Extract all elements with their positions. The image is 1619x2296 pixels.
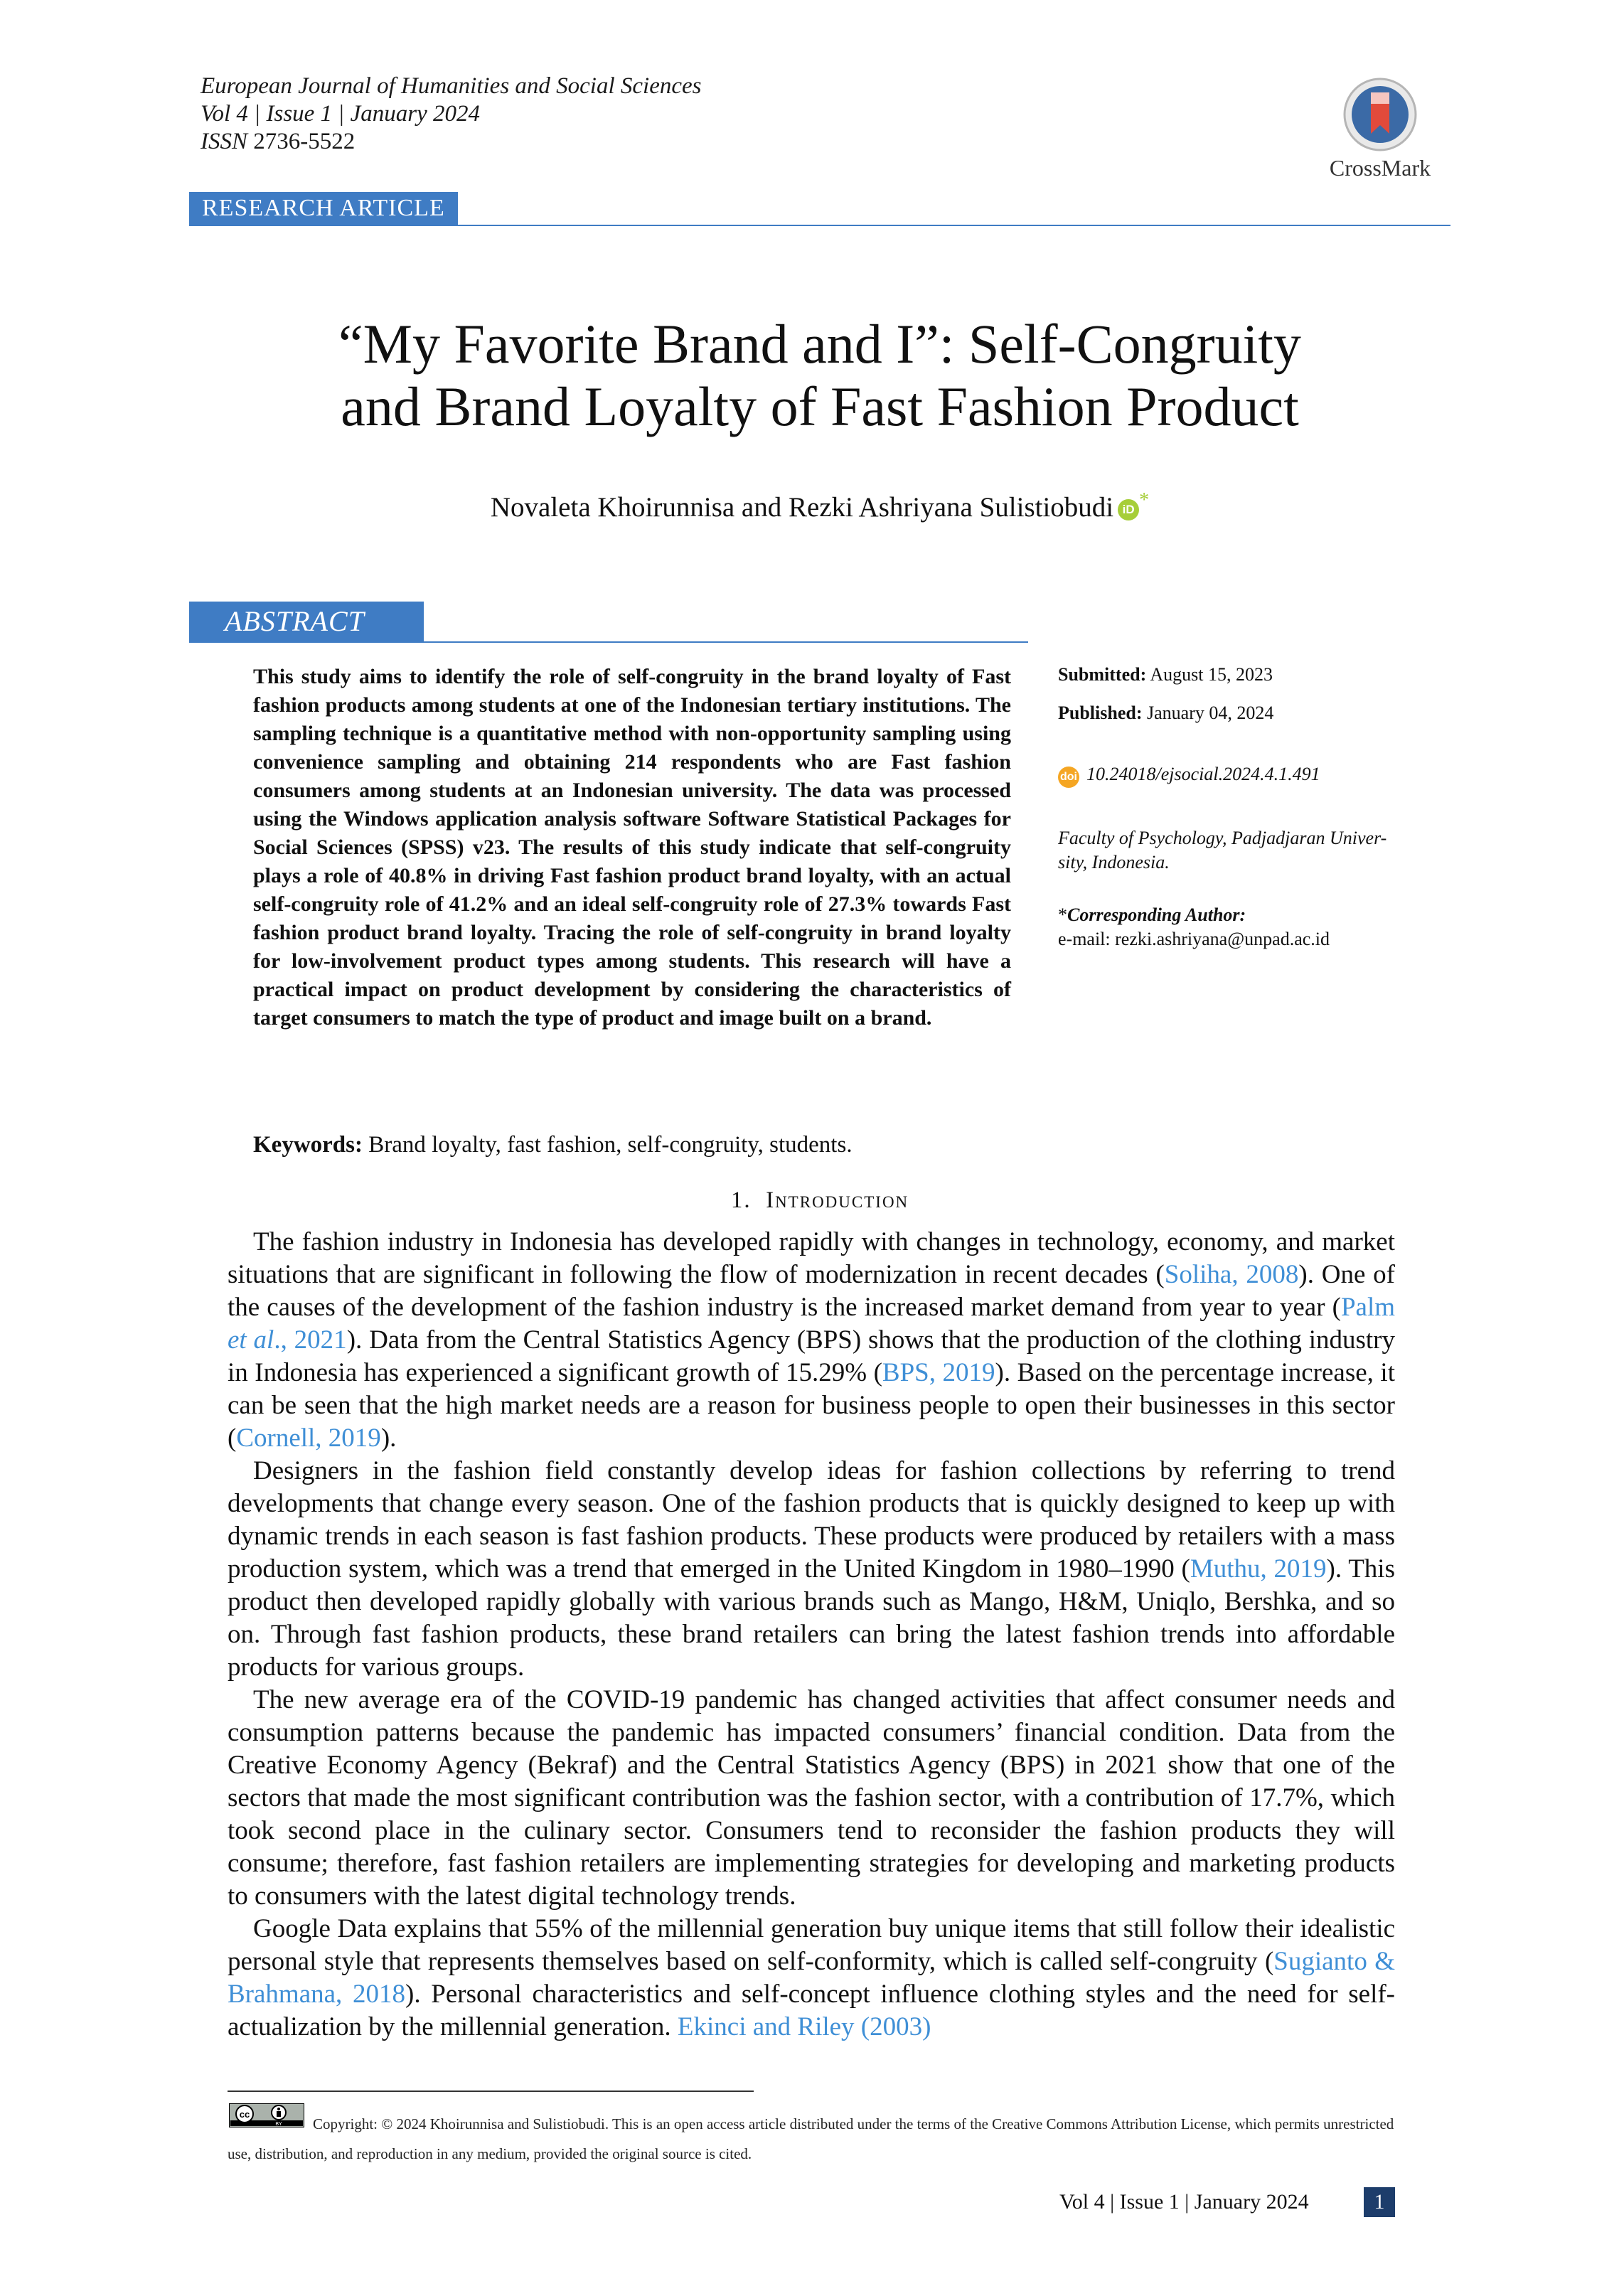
published-label: Published: [1058,703,1143,723]
citation-palm-year: ., 2021 [274,1325,347,1355]
author-names: Novaleta Khoirunnisa and Rezki Ashriyana Sulistiobudi [490,492,1114,523]
corresponding-marker: * [1139,489,1150,511]
issn-label: ISSN [201,129,247,154]
keywords-label: Keywords: [253,1132,363,1158]
keywords-line [253,1132,853,1158]
keywords-list: Brand loyalty, fast fashion, self-congruity, students. [368,1132,853,1158]
citation-muthu[interactable]: Muthu, 2019 [1190,1554,1327,1584]
citation-palm-author: Palm [1340,1293,1395,1322]
cc-label: cc [239,2109,250,2120]
article-type-banner: RESEARCH ARTICLE [189,192,458,225]
corresponding-email[interactable]: e-mail: rezki.ashriyana@unpad.ac.id [1058,929,1330,949]
author-line [189,489,1450,523]
abstract-heading: ABSTRACT [189,602,424,641]
doi-link[interactable]: 10.24018/ejsocial.2024.4.1.491 [1086,764,1320,784]
p4-text-1: Google Data explains that 55% of the millennial generation buy unique items that still follow their idealistic personal style that represents themselves based on self-conformity, which is called self-congruity ( [228,1914,1395,1976]
section-heading-introduction [189,1187,1450,1214]
p1-text-4: ). Based on the percentage increase, it can be seen that the high market needs are a reason for business people to open their businesses in this sector ( [228,1358,1395,1453]
abstract-text: This study aims to identify the role of self-congruity in the brand loyalty of Fast fashion products among students at one of the Indonesian tertiary institutions. The sampling technique is a quantitative method with non-opportunity sampling using convenience sampling and obtaining 214 respondents who are Fast fashion consumers among students at an Indonesian university. The data was processed using the Windows application analysis software Software Statistical Packages for Social Sciences (SPSS) v23. The results of this study indicate that self-congruity plays a role of 40.8% in driving Fast fashion product brand loyalty, with an actual self-congruity role of 41.2% and an ideal self-congruity role of 27.3% towards Fast fashion product brand loyalty. Tracing the role of self-congruity in brand loyalty for low-involvement product types among students. This research will have a practical impact on product development by considering the characteristics of target consumers to match the type of product and image built on a brand. [253,665,1011,1030]
p4-text-2: ). Personal characteristics and self-concept influence clothing styles and the need for self-actualization by the millennial generation. [228,1980,1395,2041]
section-number: 1. [730,1187,752,1213]
title-line-1: “My Favorite Brand and I”: Self-Congruity [338,313,1301,375]
affiliation-line-2: sity, Indonesia. [1058,852,1170,872]
paragraph-3: The new average era of the COVID-19 pandemic has changed activities that affect consumer needs and consumption patterns because the pandemic has impacted consumers’ financial condition. Data from the Creative Economy Agency (Bekraf) and the Central Statistics Agency (BPS) in 2021 show that one of the sectors that made the most significant contribution was the fashion sector, with a contribution of 17.7%, which took second place in the culinary sector. Consumers tend to reconsider the fashion products they will consume; therefore, fast fashion retailers are implementing strategies for developing and marketing products to consumers with the latest digital technology trends. [228,1685,1395,1911]
published-date: January 04, 2024 [1147,703,1274,723]
footnote-divider [228,2091,754,2092]
journal-header [201,73,702,156]
crossmark-badge[interactable] [1320,75,1441,181]
corresponding-author [1058,903,1450,951]
p1-text-5: ). [380,1424,397,1453]
submitted-label: Submitted: [1058,664,1147,685]
title-line-2: and Brand Loyalty of Fast Fashion Product [341,375,1299,437]
doi-info[interactable] [1058,762,1450,788]
abstract-divider [189,641,1028,643]
crossmark-icon [1341,75,1419,154]
p1-text-2: ). One of the causes of the development of the fashion industry is the increased market demand from year to year ( [228,1260,1395,1322]
p1-text-1: The fashion industry in Indonesia has developed rapidly with changes in technology, economy, and market situations that are significant in following the flow of modernization in recent decades ( [228,1227,1395,1289]
footer-issue-info: Vol 4 | Issue 1 | January 2024 [1059,2190,1309,2214]
p1-text-3: ). Data from the Central Statistics Agency (BPS) shows that the production of the clothing industry in Indonesia has experienced a significant growth of 15.29% ( [228,1325,1396,1387]
submitted-date: August 15, 2023 [1150,664,1273,685]
paragraph-2 [228,1455,1395,1684]
by-label: BY [275,2122,282,2127]
paragraph-4 [228,1913,1395,2044]
citation-soliha[interactable]: Soliha, 2008 [1164,1260,1299,1289]
paragraph-1 [228,1226,1395,1455]
published-info [1058,701,1450,725]
citation-sugianto[interactable]: Sugianto & Brahmana, 2018 [228,1947,1395,2009]
page-number: 1 [1364,2187,1395,2217]
citation-palm-etal: et al [228,1325,274,1355]
section-title: Introduction [766,1187,909,1213]
corresponding-star: * [1058,904,1067,925]
orcid-icon[interactable]: iD [1118,499,1139,520]
copyright-notice: Copyright: © 2024 Khoirunnisa and Sulistiobudi. This is an open access article distributed under the terms of the Creative Commons Attribution License, which permits unrestricted use, distribution, and reproduction in any medium, provided the original source is cited. [228,2115,1394,2162]
crossmark-label: CrossMark [1329,155,1431,181]
introduction-body [228,1226,1395,2044]
citation-bps[interactable]: BPS, 2019 [882,1358,995,1387]
submitted-info [1058,663,1450,687]
header-divider [189,225,1450,226]
volume-line: Vol 4 | Issue 1 | January 2024 [201,101,481,127]
affiliation-line-1: Faculty of Psychology, Padjadjaran Univer- [1058,828,1387,848]
citation-ekinci[interactable]: Ekinci and Riley (2003) [677,2012,931,2041]
journal-name: European Journal of Humanities and Social Sciences [201,73,702,99]
issn-line [201,128,702,156]
affiliation [1058,826,1450,875]
doi-icon: doi [1058,767,1079,788]
issn-number: 2736-5522 [253,129,356,154]
p2-text-1: Designers in the fashion field constantly develop ideas for fashion collections by referring to trend developments that change every season. One of the fashion products that is quickly designed to keep up with dynamic trends in each season is fast fashion products. These products were produced by retailers with a mass production system, which was a trend that emerged in the United Kingdom in 1980–1990 ( [228,1456,1395,1584]
citation-cornell[interactable]: Cornell, 2019 [236,1424,381,1453]
corresponding-label: Corresponding Author: [1067,904,1246,925]
p2-text-2: ). This product then developed rapidly globally with various brands such as Mango, H&M, Uniqlo, Bershka, and so on. Through fast fashion products, these brand retailers can bring the latest fashion trends into affordable products for various groups. [228,1554,1395,1682]
article-title [189,313,1450,438]
